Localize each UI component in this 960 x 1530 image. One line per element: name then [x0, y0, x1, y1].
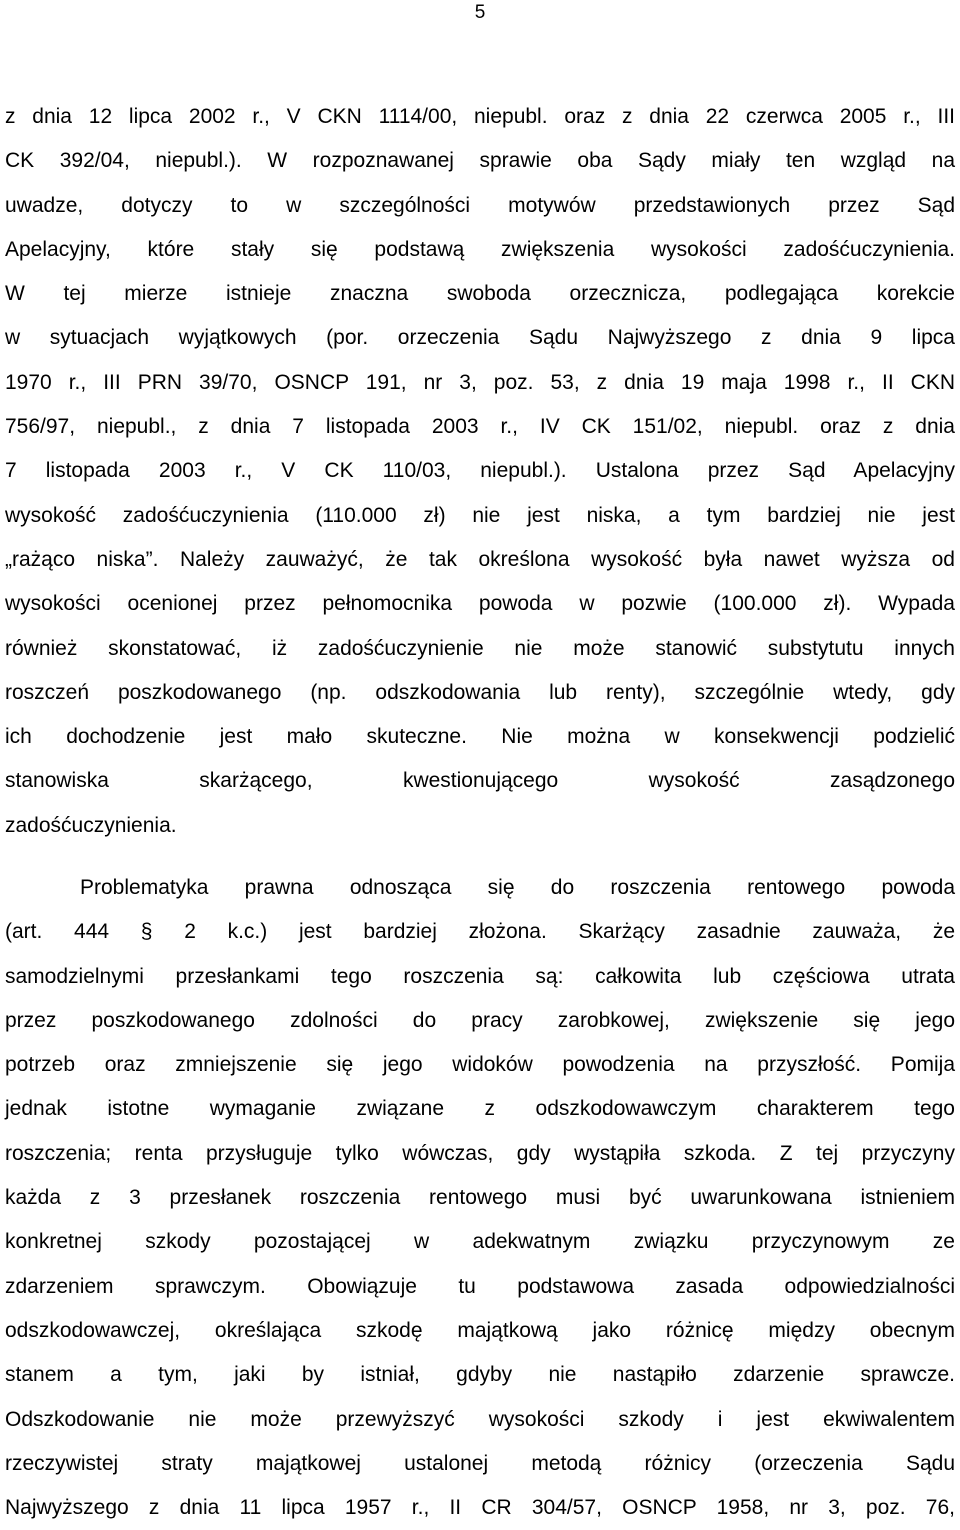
- text-line: konkretnej szkody pozostającej w adekwatnym związku przyczynowym ze: [5, 1230, 955, 1254]
- text-line: „rażąco niska”. Należy zauważyć, że tak określona wysokość była nawet wyższa od: [5, 547, 955, 571]
- text-line: Apelacyjny, które stały się podstawą zwiększenia wysokości zadośćuczynienia.: [5, 237, 955, 261]
- text-line: przez poszkodowanego zdolności do pracy zarobkowej, zwiększenie się jego: [5, 1008, 955, 1032]
- text-line: 1970 r., III PRN 39/70, OSNCP 191, nr 3, poz. 53, z dnia 19 maja 1998 r., II CKN: [5, 370, 955, 394]
- text-line: wysokość zadośćuczynienia (110.000 zł) nie jest niska, a tym bardziej nie jest: [5, 503, 955, 527]
- text-line: (art. 444 § 2 k.c.) jest bardziej złożona. Skarżący zasadnie zauważa, że: [5, 920, 955, 944]
- text-line: zadośćuczynienia.: [5, 813, 177, 837]
- text-line: każda z 3 przesłanek roszczenia rentowego musi być uwarunkowana istnieniem: [5, 1186, 955, 1210]
- text-line: uwadze, dotyczy to w szczególności motywów przedstawionych przez Sąd: [5, 193, 955, 217]
- text-line: roszczeń poszkodowanego (np. odszkodowania lub renty), szczególnie wtedy, gdy: [5, 680, 955, 704]
- text-line: roszczenia; renta przysługuje tylko wówczas, gdy wystąpiła szkoda. Z tej przyczyny: [5, 1141, 955, 1165]
- text-line: 756/97, niepubl., z dnia 7 listopada 2003 r., IV CK 151/02, niepubl. oraz z dnia: [5, 415, 955, 439]
- text-line: samodzielnymi przesłankami tego roszczenia są: całkowita lub częściowa utrata: [5, 964, 955, 988]
- paragraph-1: [5, 95, 955, 848]
- text-line: odszkodowawczej, określająca szkodę majątkową jako różnicę między obecnym: [5, 1318, 955, 1342]
- text-line: 7 listopada 2003 r., V CK 110/03, niepubl.). Ustalona przez Sąd Apelacyjny: [5, 459, 955, 483]
- text-line: ich dochodzenie jest mało skuteczne. Nie można w konsekwencji podzielić: [5, 725, 955, 749]
- text-line: rzeczywistej straty majątkowej ustalonej metodą różnicy (orzeczenia Sądu: [5, 1451, 955, 1475]
- text-line: jednak istotne wymaganie związane z odszkodowawczym charakterem tego: [5, 1097, 955, 1121]
- text-line: stanowiska skarżącego, kwestionującego wysokość zasądzonego: [5, 769, 955, 793]
- text-line: stanem a tym, jaki by istniał, gdyby nie nastąpiło zdarzenie sprawcze.: [5, 1363, 955, 1387]
- text-line: również skonstatować, iż zadośćuczynienie nie może stanowić substytutu innych: [5, 636, 955, 660]
- text-line: wysokości ocenionej przez pełnomocnika powoda w pozwie (100.000 zł). Wypada: [5, 592, 955, 616]
- text-line: Odszkodowanie nie może przewyższyć wysokości szkody i jest ekwiwalentem: [5, 1407, 955, 1431]
- text-line: CK 392/04, niepubl.). W rozpoznawanej sprawie oba Sądy miały ten wzgląd na: [5, 149, 955, 173]
- text-line: z dnia 12 lipca 2002 r., V CKN 1114/00, niepubl. oraz z dnia 22 czerwca 2005 r., III: [5, 105, 955, 128]
- text-line: zdarzeniem sprawczym. Obowiązuje tu podstawowa zasada odpowiedzialności: [5, 1274, 955, 1298]
- text-line: Problematyka prawna odnosząca się do roszczenia rentowego powoda: [80, 876, 955, 899]
- text-line: w sytuacjach wyjątkowych (por. orzeczenia Sądu Najwyższego z dnia 9 lipca: [5, 326, 955, 350]
- text-line: potrzeb oraz zmniejszenie się jego widoków powodzenia na przyszłość. Pomija: [5, 1053, 955, 1077]
- page-number: 5: [474, 2, 486, 23]
- paragraph-2: [5, 866, 955, 1530]
- text-line: Najwyższego z dnia 11 lipca 1957 r., II CR 304/57, OSNCP 1958, nr 3, poz. 76,: [5, 1496, 955, 1520]
- text-line: W tej mierze istnieje znaczna swoboda orzecznicza, podlegająca korekcie: [5, 282, 955, 306]
